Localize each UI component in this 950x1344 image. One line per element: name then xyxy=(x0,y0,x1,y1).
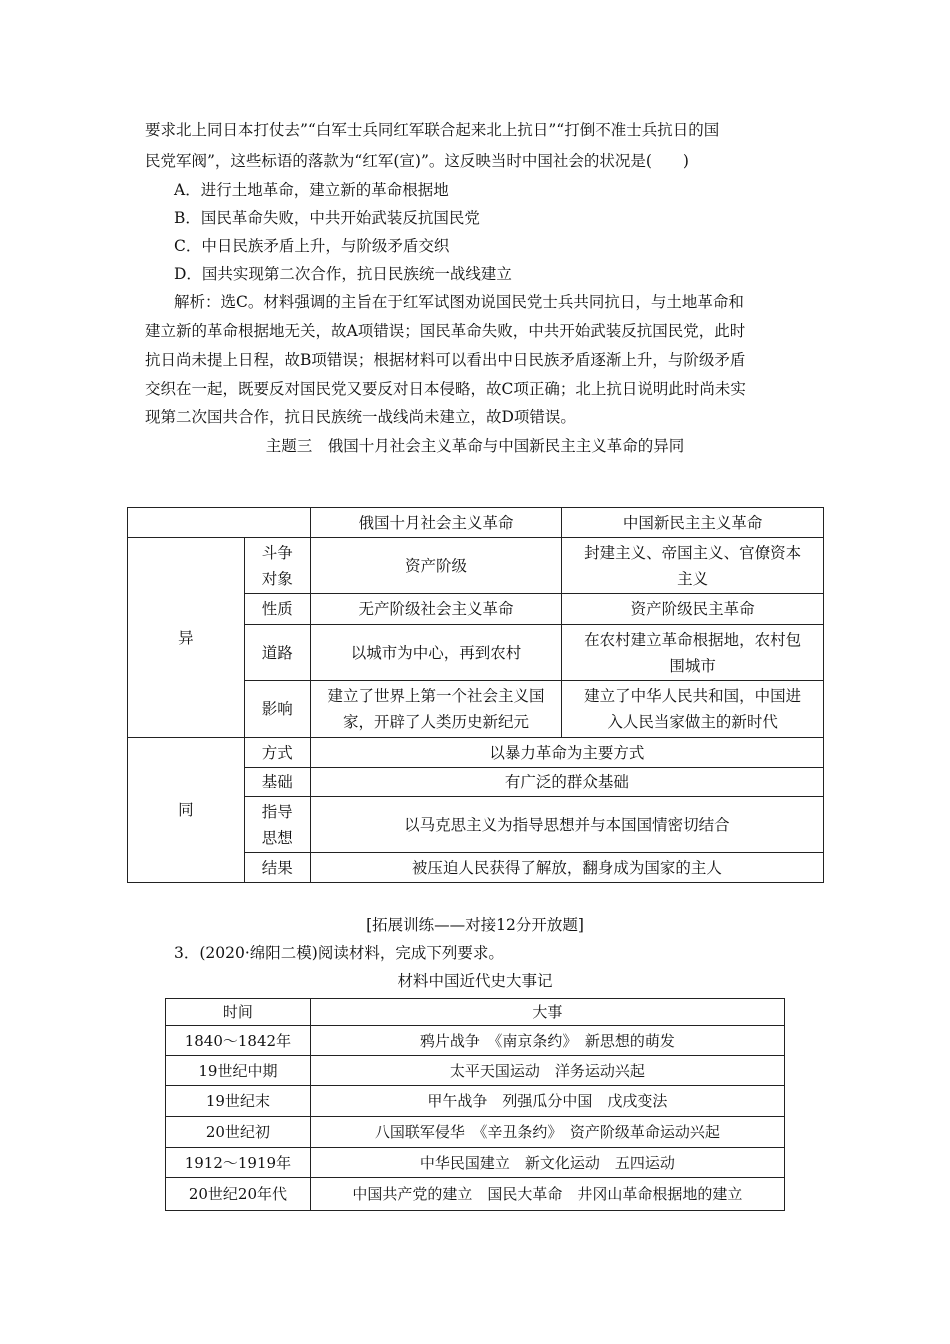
events-table xyxy=(165,998,785,1211)
china-cell xyxy=(562,681,824,738)
table-row xyxy=(166,1086,785,1117)
time-cell: 20世纪20年代 xyxy=(166,1178,311,1211)
table-row xyxy=(166,1026,785,1056)
cell-text: 围城市 xyxy=(669,656,716,675)
cell-text: 建立了世界上第一个社会主义国 xyxy=(327,687,545,705)
question-3: 3．(2020·绵阳二模)阅读材料，完成下列要求。 xyxy=(174,944,504,962)
same-label: 同 xyxy=(128,738,245,883)
events-header-row xyxy=(166,999,785,1026)
analysis-line-3: 抗日尚未提上日程，故B项错误；根据材料可以看出中日民族矛盾逐渐上升，与阶级矛盾 xyxy=(145,351,746,369)
item-text: 思想 xyxy=(261,828,293,847)
item-text: 斗争 xyxy=(261,543,293,562)
item-cell: 道路 xyxy=(244,625,310,681)
diff-label: 异 xyxy=(128,538,245,738)
cell-text: 在农村建立革命根据地，农村包 xyxy=(584,630,802,649)
cell-text: 主义 xyxy=(677,569,709,588)
same-value-cell: 以暴力革命为主要方式 xyxy=(310,738,823,768)
same-value-cell: 有广泛的群众基础 xyxy=(310,768,823,797)
item-cell: 结果 xyxy=(244,853,310,883)
topic-title: 主题三 俄国十月社会主义革命与中国新民主主义革命的异同 xyxy=(265,437,685,455)
analysis-line-1: 解析：选C。材料强调的主旨在于红军试图劝说国民党士兵共同抗日，与土地革命和 xyxy=(174,293,744,311)
table-row xyxy=(166,1178,785,1211)
item-cell: 性质 xyxy=(244,594,310,625)
question-text-line-1: 要求北上同日本打仗去”“白军士兵同红军联合起来北上抗日”“打倒不准士兵抗日的国 xyxy=(145,121,720,139)
time-cell: 1912～1919年 xyxy=(166,1148,311,1178)
analysis-line-5: 现第二次国共合作，抗日民族统一战线尚未建立，故D项错误。 xyxy=(145,408,576,426)
table-row xyxy=(166,1117,785,1148)
option-c: C．中日民族矛盾上升，与阶级矛盾交织 xyxy=(174,237,450,255)
item-cell: 方式 xyxy=(244,738,310,768)
table-row xyxy=(166,1056,785,1086)
cell-text: 家，开辟了人类历史新纪元 xyxy=(343,713,530,731)
event-cell: 太平天国运动 洋务运动兴起 xyxy=(310,1056,784,1086)
item-text: 指导 xyxy=(261,802,293,821)
header-blank-cell xyxy=(128,508,311,538)
item-cell xyxy=(244,797,310,853)
event-cell: 中国共产党的建立 国民大革命 井冈山革命根据地的建立 xyxy=(310,1178,784,1211)
comparison-table xyxy=(127,507,824,883)
option-a: A．进行土地革命，建立新的革命根据地 xyxy=(174,181,449,199)
cell-text: 封建主义、帝国主义、官僚资本 xyxy=(584,543,802,562)
material-title: 材料中国近代史大事记 xyxy=(397,972,553,990)
option-b: B．国民革命失败，中共开始武装反抗国民党 xyxy=(174,209,480,227)
cell-text: 建立了中华人民共和国，中国进 xyxy=(584,687,802,705)
china-cell xyxy=(562,625,824,681)
item-cell: 基础 xyxy=(244,768,310,797)
time-cell: 19世纪末 xyxy=(166,1086,311,1117)
cell-text: 入人民当家做主的新时代 xyxy=(607,713,778,731)
header-china: 中国新民主主义革命 xyxy=(562,508,824,538)
item-text: 对象 xyxy=(261,569,293,588)
china-cell xyxy=(562,538,824,594)
russia-cell: 以城市为中心，再到农村 xyxy=(310,625,562,681)
header-time: 时间 xyxy=(166,999,311,1026)
time-cell: 20世纪初 xyxy=(166,1117,311,1148)
option-d: D．国共实现第二次合作，抗日民族统一战线建立 xyxy=(174,265,512,283)
time-cell: 19世纪中期 xyxy=(166,1056,311,1086)
same-value-cell: 被压迫人民获得了解放，翻身成为国家的主人 xyxy=(310,853,823,883)
analysis-line-4: 交织在一起，既要反对国民党又要反对日本侵略，故C项正确；北上抗日说明此时尚未实 xyxy=(145,380,746,398)
item-cell xyxy=(244,538,310,594)
event-cell: 八国联军侵华 《辛丑条约》 资产阶级革命运动兴起 xyxy=(310,1117,784,1148)
event-cell: 甲午战争 列强瓜分中国 戊戌变法 xyxy=(310,1086,784,1117)
same-value-cell: 以马克思主义为指导思想并与本国国情密切结合 xyxy=(310,797,823,853)
russia-cell: 无产阶级社会主义革命 xyxy=(310,594,562,625)
russia-cell: 资产阶级 xyxy=(310,538,562,594)
header-event: 大事 xyxy=(310,999,784,1026)
question-text-line-2: 民党军阀”，这些标语的落款为“红军(宣)”。这反映当时中国社会的状况是( ) xyxy=(145,152,689,170)
event-cell: 中华民国建立 新文化运动 五四运动 xyxy=(310,1148,784,1178)
table-row xyxy=(128,738,824,768)
time-cell: 1840～1842年 xyxy=(166,1026,311,1056)
event-cell: 鸦片战争 《南京条约》 新思想的萌发 xyxy=(310,1026,784,1056)
russia-cell xyxy=(310,681,562,738)
table-row xyxy=(166,1148,785,1178)
comparison-header-row xyxy=(128,508,824,538)
header-russia: 俄国十月社会主义革命 xyxy=(310,508,562,538)
table-row xyxy=(128,538,824,594)
item-cell: 影响 xyxy=(244,681,310,738)
china-cell: 资产阶级民主革命 xyxy=(562,594,824,625)
training-title: [拓展训练——对接12分开放题] xyxy=(366,916,584,934)
analysis-line-2: 建立新的革命根据地无关，故A项错误；国民革命失败，中共开始武装反抗国民党，此时 xyxy=(145,322,746,340)
